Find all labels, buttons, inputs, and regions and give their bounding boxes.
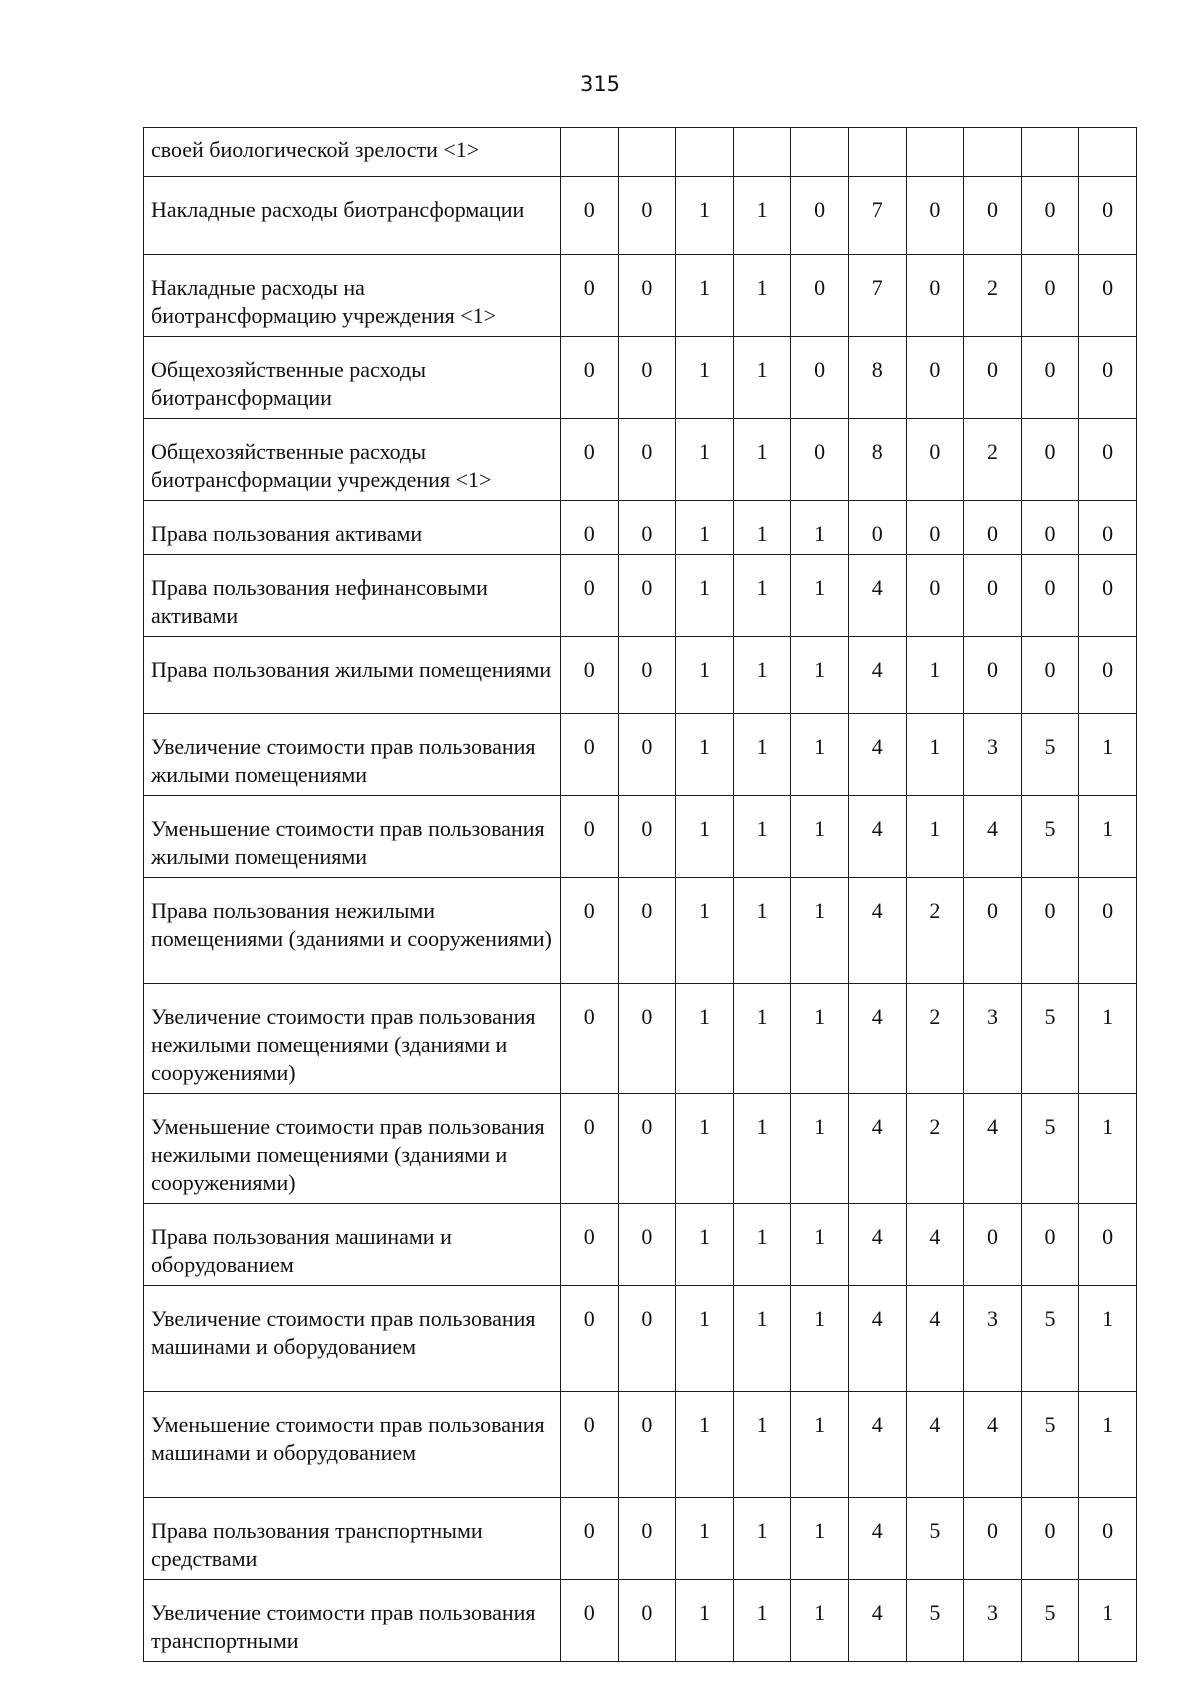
code-digit-cell: 1	[676, 984, 734, 1094]
page-number: 315	[579, 72, 621, 96]
code-digit-cell: 1	[733, 984, 791, 1094]
account-name-cell: Права пользования жилыми помещениями	[144, 637, 561, 714]
code-digit-cell: 1	[1079, 1094, 1137, 1204]
code-digit-cell: 3	[964, 714, 1022, 796]
code-digit-cell: 1	[733, 1498, 791, 1580]
code-digit-cell: 7	[848, 177, 906, 255]
code-digit-cell	[1079, 128, 1137, 177]
table-body	[144, 128, 1137, 1662]
code-digit-cell: 0	[618, 177, 676, 255]
code-digit-cell: 0	[618, 984, 676, 1094]
code-digit-cell: 0	[1079, 1498, 1137, 1580]
code-digit-cell: 0	[618, 796, 676, 878]
code-digit-cell: 4	[848, 984, 906, 1094]
code-digit-cell: 1	[791, 1286, 849, 1392]
code-digit-cell	[964, 128, 1022, 177]
code-digit-cell: 0	[906, 337, 964, 419]
code-digit-cell: 1	[791, 1094, 849, 1204]
code-digit-cell: 1	[1079, 1580, 1137, 1662]
code-digit-cell: 0	[1021, 555, 1079, 637]
account-name-cell: Накладные расходы на биотрансформацию учреждения <1>	[144, 255, 561, 337]
code-digit-cell	[906, 128, 964, 177]
code-digit-cell: 4	[848, 1580, 906, 1662]
account-name-cell: своей биологической зрелости <1>	[144, 128, 561, 177]
code-digit-cell: 1	[733, 1286, 791, 1392]
code-digit-cell: 1	[791, 1580, 849, 1662]
code-digit-cell: 1	[676, 637, 734, 714]
code-digit-cell: 8	[848, 337, 906, 419]
code-digit-cell: 4	[848, 1286, 906, 1392]
code-digit-cell: 0	[964, 555, 1022, 637]
table-row	[144, 637, 1137, 714]
account-name-cell: Права пользования нефинансовыми активами	[144, 555, 561, 637]
code-digit-cell: 0	[561, 714, 619, 796]
code-digit-cell: 0	[561, 255, 619, 337]
code-digit-cell: 0	[618, 1580, 676, 1662]
code-digit-cell: 1	[791, 984, 849, 1094]
code-digit-cell: 0	[1021, 1498, 1079, 1580]
code-digit-cell: 1	[733, 637, 791, 714]
table-row	[144, 1392, 1137, 1498]
code-digit-cell: 1	[733, 255, 791, 337]
code-digit-cell: 0	[561, 878, 619, 984]
code-digit-cell: 1	[1079, 796, 1137, 878]
code-digit-cell: 3	[964, 1580, 1022, 1662]
code-digit-cell: 0	[561, 1286, 619, 1392]
code-digit-cell: 0	[1079, 1204, 1137, 1286]
code-digit-cell: 4	[906, 1286, 964, 1392]
code-digit-cell: 0	[561, 1094, 619, 1204]
code-digit-cell: 5	[1021, 1580, 1079, 1662]
code-digit-cell: 0	[618, 555, 676, 637]
table-row	[144, 796, 1137, 878]
code-digit-cell: 1	[676, 555, 734, 637]
code-digit-cell: 4	[906, 1392, 964, 1498]
account-name-cell: Увеличение стоимости прав пользования нежилыми помещениями (зданиями и сооружениями)	[144, 984, 561, 1094]
code-digit-cell: 1	[791, 637, 849, 714]
code-digit-cell: 1	[676, 1204, 734, 1286]
code-digit-cell: 0	[1021, 637, 1079, 714]
code-digit-cell: 0	[964, 1204, 1022, 1286]
code-digit-cell: 0	[1021, 177, 1079, 255]
table-row	[144, 714, 1137, 796]
code-digit-cell: 0	[964, 501, 1022, 555]
code-digit-cell	[618, 128, 676, 177]
account-name-cell: Увеличение стоимости прав пользования машинами и оборудованием	[144, 1286, 561, 1392]
code-digit-cell: 1	[906, 637, 964, 714]
code-digit-cell: 0	[561, 177, 619, 255]
code-digit-cell: 4	[848, 1204, 906, 1286]
table-row	[144, 1094, 1137, 1204]
code-digit-cell: 0	[618, 1094, 676, 1204]
code-digit-cell: 2	[906, 1094, 964, 1204]
code-digit-cell: 1	[791, 1204, 849, 1286]
table-row	[144, 1286, 1137, 1392]
code-digit-cell: 4	[848, 1094, 906, 1204]
account-name-cell: Права пользования машинами и оборудованием	[144, 1204, 561, 1286]
code-digit-cell: 1	[791, 878, 849, 984]
code-digit-cell: 5	[1021, 714, 1079, 796]
code-digit-cell: 2	[906, 984, 964, 1094]
table-row	[144, 177, 1137, 255]
code-digit-cell: 2	[964, 419, 1022, 501]
code-digit-cell: 0	[964, 878, 1022, 984]
code-digit-cell: 1	[733, 1392, 791, 1498]
code-digit-cell: 4	[848, 714, 906, 796]
code-digit-cell: 1	[676, 878, 734, 984]
code-digit-cell: 1	[1079, 1286, 1137, 1392]
code-digit-cell: 1	[733, 337, 791, 419]
table-row	[144, 1498, 1137, 1580]
code-digit-cell: 0	[1021, 419, 1079, 501]
code-digit-cell: 0	[618, 1286, 676, 1392]
code-digit-cell: 4	[848, 1392, 906, 1498]
code-digit-cell: 5	[1021, 1286, 1079, 1392]
code-digit-cell: 0	[964, 1498, 1022, 1580]
code-digit-cell: 5	[1021, 796, 1079, 878]
code-digit-cell: 1	[733, 1204, 791, 1286]
code-digit-cell: 0	[906, 177, 964, 255]
code-digit-cell: 5	[906, 1580, 964, 1662]
code-digit-cell: 0	[561, 419, 619, 501]
code-digit-cell	[676, 128, 734, 177]
code-digit-cell: 0	[618, 419, 676, 501]
account-name-cell: Уменьшение стоимости прав пользования нежилыми помещениями (зданиями и сооружениями)	[144, 1094, 561, 1204]
code-digit-cell: 0	[561, 796, 619, 878]
code-digit-cell: 5	[1021, 1094, 1079, 1204]
code-digit-cell: 1	[906, 796, 964, 878]
code-digit-cell: 1	[676, 1580, 734, 1662]
code-digit-cell: 1	[1079, 1392, 1137, 1498]
code-digit-cell: 1	[733, 501, 791, 555]
account-name-cell: Увеличение стоимости прав пользования жилыми помещениями	[144, 714, 561, 796]
account-name-cell: Увеличение стоимости прав пользования транспортными	[144, 1580, 561, 1662]
code-digit-cell: 4	[964, 1392, 1022, 1498]
code-digit-cell: 0	[848, 501, 906, 555]
code-digit-cell: 0	[618, 1204, 676, 1286]
code-digit-cell: 4	[964, 796, 1022, 878]
code-digit-cell: 0	[618, 255, 676, 337]
code-digit-cell: 0	[791, 337, 849, 419]
account-name-cell: Права пользования транспортными средствами	[144, 1498, 561, 1580]
code-digit-cell	[1021, 128, 1079, 177]
code-digit-cell: 0	[1079, 255, 1137, 337]
table-row	[144, 1580, 1137, 1662]
code-digit-cell: 1	[676, 419, 734, 501]
code-digit-cell: 4	[848, 1498, 906, 1580]
code-digit-cell: 2	[906, 878, 964, 984]
account-name-cell: Общехозяйственные расходы биотрансформации	[144, 337, 561, 419]
code-digit-cell: 8	[848, 419, 906, 501]
code-digit-cell: 0	[618, 878, 676, 984]
code-digit-cell: 1	[906, 714, 964, 796]
code-digit-cell	[561, 128, 619, 177]
code-digit-cell: 0	[561, 1498, 619, 1580]
table-row	[144, 1204, 1137, 1286]
code-digit-cell: 4	[906, 1204, 964, 1286]
code-digit-cell: 0	[791, 255, 849, 337]
code-digit-cell: 0	[561, 1392, 619, 1498]
code-digit-cell	[733, 128, 791, 177]
code-digit-cell: 4	[848, 555, 906, 637]
code-digit-cell: 1	[676, 255, 734, 337]
account-codes-table	[143, 127, 1137, 1662]
code-digit-cell: 1	[791, 555, 849, 637]
code-digit-cell: 0	[561, 501, 619, 555]
code-digit-cell: 0	[964, 337, 1022, 419]
account-name-cell: Права пользования активами	[144, 501, 561, 555]
table-row	[144, 128, 1137, 177]
code-digit-cell	[848, 128, 906, 177]
code-digit-cell: 0	[1021, 501, 1079, 555]
code-digit-cell: 0	[561, 984, 619, 1094]
code-digit-cell: 0	[1079, 878, 1137, 984]
code-digit-cell: 0	[1079, 177, 1137, 255]
code-digit-cell: 1	[733, 1094, 791, 1204]
code-digit-cell: 1	[676, 177, 734, 255]
code-digit-cell: 0	[1021, 337, 1079, 419]
code-digit-cell: 1	[676, 1498, 734, 1580]
code-digit-cell: 1	[733, 796, 791, 878]
code-digit-cell: 5	[906, 1498, 964, 1580]
table-row	[144, 255, 1137, 337]
table-row	[144, 501, 1137, 555]
code-digit-cell: 3	[964, 1286, 1022, 1392]
code-digit-cell: 0	[1021, 878, 1079, 984]
code-digit-cell: 0	[791, 177, 849, 255]
code-digit-cell: 0	[1021, 1204, 1079, 1286]
code-digit-cell: 1	[791, 714, 849, 796]
code-digit-cell: 0	[964, 637, 1022, 714]
code-digit-cell: 0	[1079, 337, 1137, 419]
code-digit-cell: 0	[618, 337, 676, 419]
table-row	[144, 337, 1137, 419]
code-digit-cell: 0	[618, 501, 676, 555]
code-digit-cell: 0	[561, 555, 619, 637]
code-digit-cell: 1	[676, 1392, 734, 1498]
code-digit-cell: 1	[676, 1094, 734, 1204]
code-digit-cell: 1	[733, 714, 791, 796]
code-digit-cell: 1	[1079, 714, 1137, 796]
code-digit-cell: 5	[1021, 984, 1079, 1094]
code-digit-cell: 1	[791, 796, 849, 878]
code-digit-cell: 0	[906, 255, 964, 337]
code-digit-cell: 0	[561, 1204, 619, 1286]
code-digit-cell: 1	[733, 177, 791, 255]
code-digit-cell: 0	[906, 555, 964, 637]
code-digit-cell: 0	[964, 177, 1022, 255]
code-digit-cell: 1	[733, 419, 791, 501]
code-digit-cell: 0	[906, 501, 964, 555]
code-digit-cell: 0	[1079, 501, 1137, 555]
code-digit-cell: 1	[676, 1286, 734, 1392]
code-digit-cell: 0	[1079, 419, 1137, 501]
code-digit-cell: 4	[848, 637, 906, 714]
code-digit-cell: 0	[561, 1580, 619, 1662]
code-digit-cell: 0	[618, 714, 676, 796]
code-digit-cell: 4	[848, 878, 906, 984]
code-digit-cell: 1	[733, 555, 791, 637]
code-digit-cell: 4	[964, 1094, 1022, 1204]
code-digit-cell: 1	[676, 714, 734, 796]
code-digit-cell	[791, 128, 849, 177]
code-digit-cell: 1	[676, 796, 734, 878]
code-digit-cell: 0	[618, 1392, 676, 1498]
code-digit-cell: 1	[733, 878, 791, 984]
code-digit-cell: 0	[906, 419, 964, 501]
code-digit-cell: 0	[1021, 255, 1079, 337]
code-digit-cell: 0	[791, 419, 849, 501]
table-row	[144, 419, 1137, 501]
code-digit-cell: 0	[1079, 555, 1137, 637]
code-digit-cell: 1	[1079, 984, 1137, 1094]
account-name-cell: Общехозяйственные расходы биотрансформации учреждения <1>	[144, 419, 561, 501]
account-name-cell: Права пользования нежилыми помещениями (зданиями и сооружениями)	[144, 878, 561, 984]
code-digit-cell: 1	[676, 501, 734, 555]
account-name-cell: Уменьшение стоимости прав пользования жилыми помещениями	[144, 796, 561, 878]
code-digit-cell: 0	[618, 1498, 676, 1580]
code-digit-cell: 7	[848, 255, 906, 337]
code-digit-cell: 1	[733, 1580, 791, 1662]
code-digit-cell: 0	[561, 637, 619, 714]
account-name-cell: Уменьшение стоимости прав пользования машинами и оборудованием	[144, 1392, 561, 1498]
code-digit-cell: 0	[618, 637, 676, 714]
account-name-cell: Накладные расходы биотрансформации	[144, 177, 561, 255]
code-digit-cell: 0	[561, 337, 619, 419]
code-digit-cell: 1	[676, 337, 734, 419]
code-digit-cell: 1	[791, 1392, 849, 1498]
code-digit-cell: 1	[791, 1498, 849, 1580]
code-digit-cell: 3	[964, 984, 1022, 1094]
code-digit-cell: 0	[1079, 637, 1137, 714]
code-digit-cell: 2	[964, 255, 1022, 337]
code-digit-cell: 1	[791, 501, 849, 555]
table-row	[144, 555, 1137, 637]
code-digit-cell: 5	[1021, 1392, 1079, 1498]
code-digit-cell: 4	[848, 796, 906, 878]
table-row	[144, 984, 1137, 1094]
table-row	[144, 878, 1137, 984]
